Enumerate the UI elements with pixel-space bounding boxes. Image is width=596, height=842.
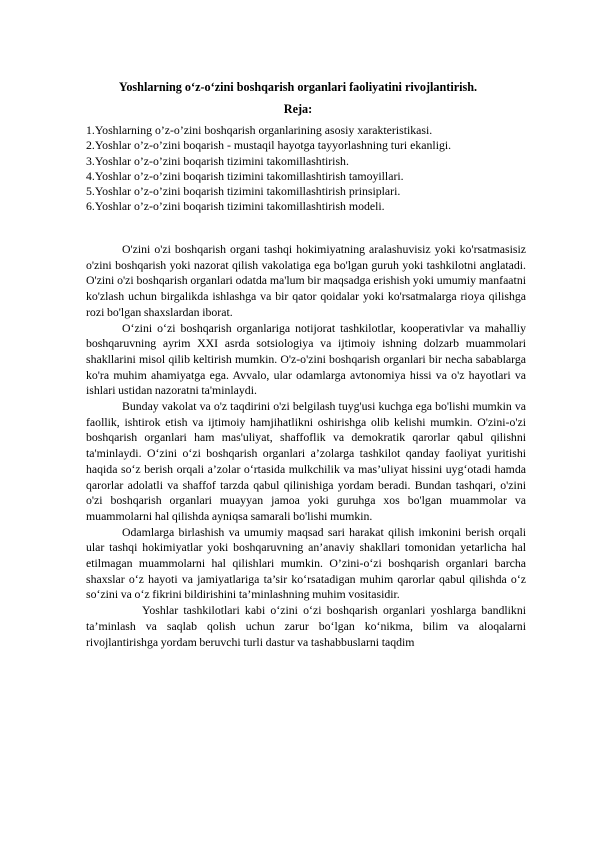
body-paragraph: Bunday vakolat va o'z taqdirini o'zi belgilash tuyg'usi kuchga ega bo'lishi mumkin va faollik, ishtirok etish va ijtimoiy hamjihatlikni oshirishga olib kelishi mumkin. O'zini-o'zi boshqarish organlari ham mas'uliyat, shaffoflik va demokratik qarorlar qabul qilishni ta'minlaydi. O‘zini o‘zi boshqarish organlari a’zolarga tashkilot qanday faoliyat yuritishi haqida so‘z berish orqali a’zolar o‘rtasida mulkchilik va mas’uliyat hissini uyg‘otadi hamda qarorlar adolatli va shaffof tarzda qabul qilinishiga yordam beradi. Bundan tashqari, o'zini o'zi boshqarish organlari muayyan jamoa yoki guruhga xos bo'lgan muammolar va muammolarni hal qilishda ayniqsa samarali bo'lishi mumkin. <box>86 399 526 523</box>
plan-item: 3.Yoshlar o’z-o’zini boqarish tizimini takomillashtirish. <box>86 153 349 168</box>
body-paragraph: O'zini o'zi boshqarish organi tashqi hokimiyatning aralashuvisiz yoki ko'rsatmasisiz o'zini boshqarish yoki nazorat qilish vakolatiga ega bo'lgan guruh yoki tashkilotni anglatadi. O'zini o'zi boshqarish organlari odatda ma'lum bir maqsadga erishish yoki umumiy manfaatni ko'zlash uchun birgalikda ishlashga va bir qator qoidalar yoki ko'rsatmalarga rioya qilishga rozi bo'lgan shaxslardan iborat. <box>86 242 526 319</box>
plan-item: 6.Yoshlar o’z-o’zini boqarish tizimini takomillashtirish modeli. <box>86 199 385 214</box>
plan-item: 4.Yoshlar o’z-o’zini boqarish tizimini takomillashtirish tamoyillari. <box>86 168 404 183</box>
plan-item: 2.Yoshlar o’z-o’zini boqarish - mustaqil hayotga tayyorlashning turi ekanligi. <box>86 138 452 153</box>
body-paragraph: O‘zini o‘zi boshqarish organlariga notijorat tashkilotlar, kooperativlar va mahalliy boshqaruvning ayrim XXI asrda sotsiologiya va ijtimoiy ishning dolzarb muammolari shakllarini misol qilib keltirish mumkin. O'z-o'zini boshqarish organlari bir necha sabablarga ko'ra muhim ahamiyatga ega. Avvalo, ular odamlarga avtonomiya hissi va o'z hayotlari va ishlari ustidan nazoratni ta'minlaydi. <box>86 320 526 398</box>
plan-heading: Reja: <box>283 102 313 116</box>
body-paragraph: Odamlarga birlashish va umumiy maqsad sari harakat qilish imkonini berish orqali ular tashqi hokimiyatlar yoki boshqaruvning an’anaviy shakllari tomonidan yetarlicha hal etilmagan muammolarni hal qilishlari mumkin. O’zini-o‘zi boshqarish organlari barcha shaxslar o‘z hayoti va jamiyatlariga ta’sir ko‘rsatadigan muhim qarorlar qabul qilishda o‘z so‘zini va o‘z fikrini bildirishini ta’minlashning muhim vositasidir. <box>86 524 526 602</box>
plan-list <box>86 123 526 215</box>
document-body <box>86 242 526 650</box>
plan-item: 1.Yoshlarning o’z-o’zini boshqarish organlarining asosiy xarakteristikasi. <box>86 123 433 137</box>
plan-item: 5.Yoshlar o’z-o’zini boqarish tizimini takomillashtirish prinsiplari. <box>86 184 401 199</box>
body-paragraph: Yoshlar tashkilotlari kabi o‘zini o‘zi boshqarish organlari yoshlarga bandlikni ta’minlash va saqlab qolish uchun zarur bo‘lgan ko‘nikma, bilim va aloqalarni rivojlantirishga yordam beruvchi turli dastur va tashabbuslarni taqdim <box>86 603 526 649</box>
document-title: Yoshlarning o‘z-o‘zini boshqarish organlari faoliyatini rivojlantirish. <box>118 80 478 94</box>
